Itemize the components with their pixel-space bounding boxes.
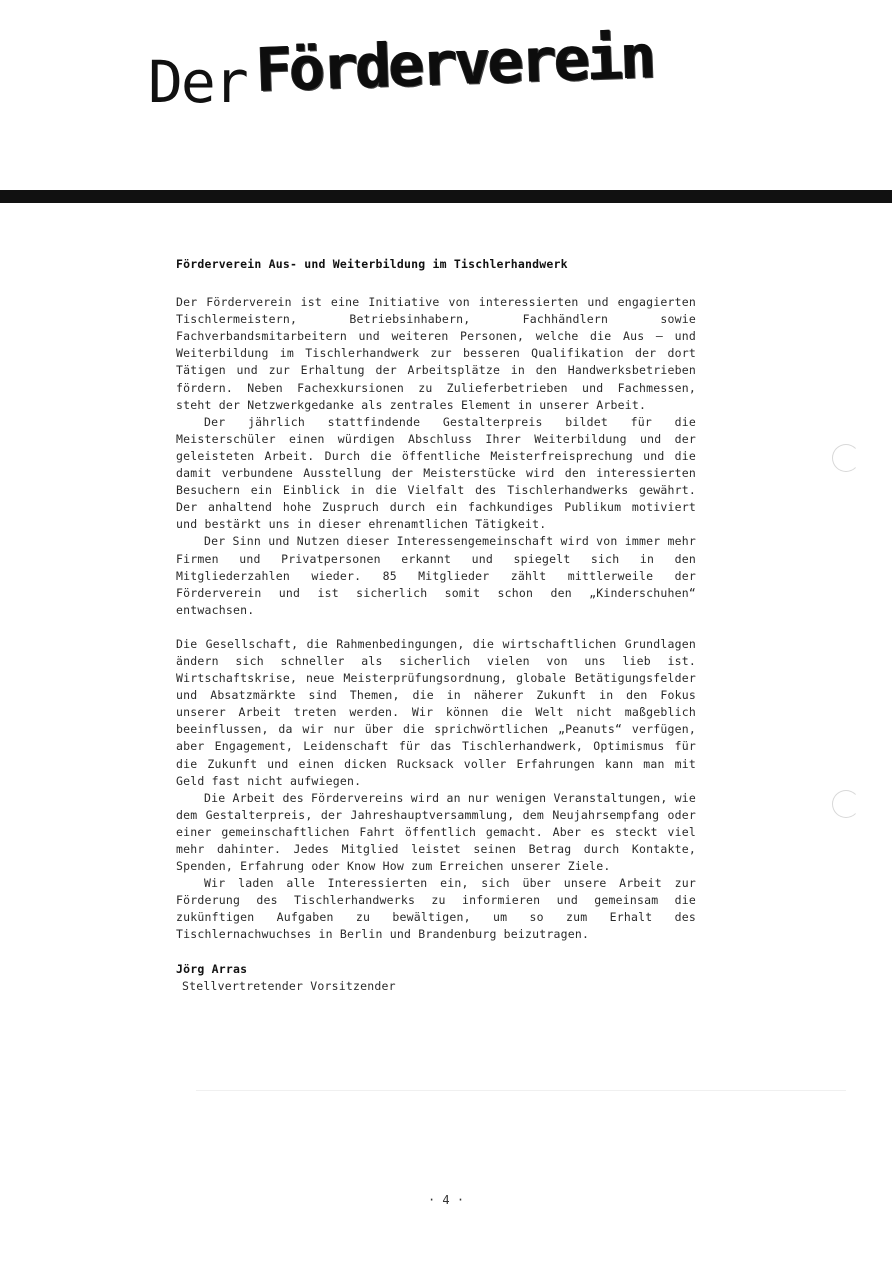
punch-hole-mark [832, 444, 860, 472]
title-prefix: Der [148, 48, 247, 116]
page-title [148, 22, 655, 116]
paragraph-veranstaltungen: Die Arbeit des Fördervereins wird an nur wenigen Veranstaltungen, wie dem Gestalterpreis, der Jahreshauptversammlung, dem Neujahrsempfang oder einer gemeinschaftlichen Fahrt öffentlich gemacht. Aber es steckt viel mehr dahinter. Jedes Mitglied leistet seinen Betrag durch Kontakte, Spenden, Erfahrung oder Know How zum Erreichen unserer Ziele. [176, 790, 696, 874]
author-role: Stellvertretender Vorsitzender [182, 978, 396, 993]
paragraph-gap [176, 619, 696, 636]
page-number: · 4 · [427, 1193, 465, 1207]
article-headline: Förderverein Aus- und Weiterbildung im Tischlerhandwerk [176, 257, 568, 271]
author-name: Jörg Arras [176, 961, 248, 976]
paragraph-einladung: Wir laden alle Interessierten ein, sich über unsere Arbeit zur Förderung des Tischlerhandwerks zu informieren und gemeinsam die zukünftigen Aufgaben zu bewältigen, um so zum Erhalt des Tischlernachwuchses in Berlin und Brandenburg beizutragen. [176, 876, 696, 942]
header-rule [0, 190, 892, 203]
title-main: Förderverein [255, 22, 655, 106]
faint-divider [196, 1090, 846, 1091]
paragraph-mitglieder: Der Sinn und Nutzen dieser Interessengemeinschaft wird von immer mehr Firmen und Privatpersonen erkannt und spiegelt sich in den Mitgliederzahlen wieder. 85 Mitglieder zählt mittlerweile der Förderverein und ist sicherlich somit schon den „Kinderschuhen“ entwachsen. [176, 534, 696, 617]
paragraph-gesellschaft: Die Gesellschaft, die Rahmenbedingungen, die wirtschaftlichen Grundlagen ändern sich schneller als sicherlich vielen von uns lieb ist. Wirtschaftskrise, neue Meisterprüfungsordnung, globale Betätigungsfelder und Absatzmärkte sind Themen, die in näherer Zukunft in den Fokus unserer Arbeit treten werden. Wir können die Welt nicht maßgeblich beeinflussen, da wir nur über die sprichwörtlichen „Peanuts“ verfügen, aber Engagement, Leidenschaft für das Tischlerhandwerk, Optimismus für die Zukunft und einen dicken Rucksack voller Erfahrungen kann man mit Geld fast nicht aufwiegen. [176, 636, 696, 788]
page-header [0, 0, 892, 206]
article [176, 256, 696, 995]
punch-hole-mark [832, 790, 860, 818]
paragraph-gestalterpreis: Der jährlich stattfindende Gestalterpreis bildet für die Meisterschüler einen würdigen Abschluss Ihrer Weiterbildung und der geleisteten Arbeit. Durch die öffentliche Meisterfreisprechung und die damit verbundene Ausstellung der Meisterstücke wird den interessierten Besuchern ein Einblick in die Vielfalt des Tischlerhandwerks gewährt. Der anhaltend hohe Zuspruch durch ein fachkundiges Publikum motiviert und bestärkt uns in dieser ehrenamtlichen Tätigkeit. [176, 414, 696, 532]
paragraph-intro: Der Förderverein ist eine Initiative von interessierten und engagierten Tischlermeistern, Betriebsinhabern, Fachhändlern sowie Fachverbandsmitarbeitern und weiteren Personen, welche die Aus – und Weiterbildung im Tischlerhandwerk zur besseren Qualifikation der dort Tätigen und zur Erhaltung der Arbeitsplätze in den Handwerksbetrieben fördern. Neben Fachexkursionen zu Zulieferbetrieben und Fachmessen, steht der Netzwerkgedanke als zentrales Element in unserer Arbeit. [176, 295, 696, 412]
